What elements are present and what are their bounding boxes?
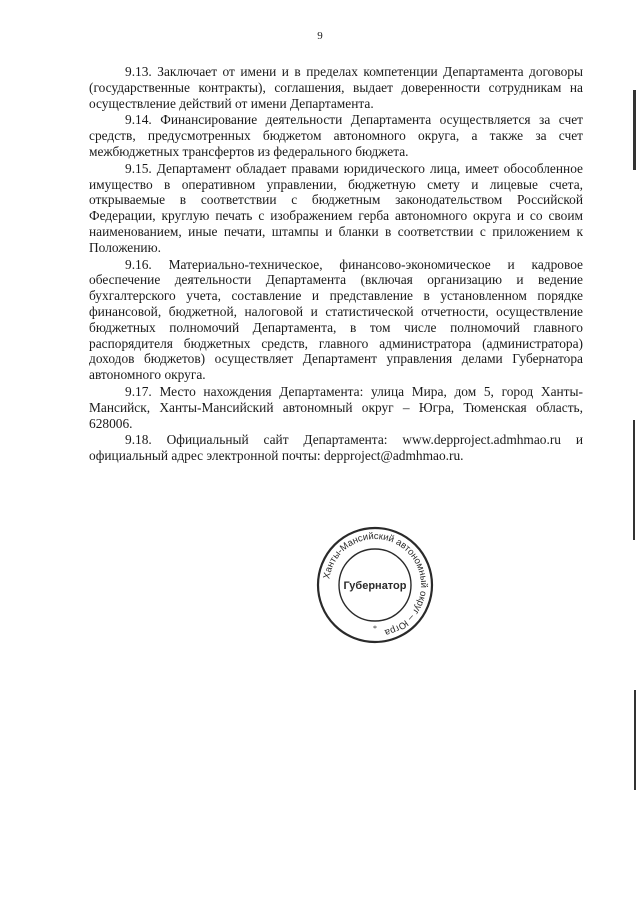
governor-seal-stamp — [313, 523, 437, 647]
paragraph-9-13: 9.13. Заключает от имени и в пределах компетенции Департамента договоры (государственные контракты), соглашения, выдает доверенности сотрудникам на осуществление действий от имени Департамента. — [89, 64, 583, 111]
paragraph-9-17: 9.17. Место нахождения Департамента: улица Мира, дом 5, город Ханты-Мансийск, Ханты-Мансийский автономный округ – Югра, Тюменская область, 628006. — [89, 383, 583, 431]
paragraph-9-14: 9.14. Финансирование деятельности Департамента осуществляется за счет средств, предусмотренных бюджетом автономного округа, а также за счет межбюджетных трансфертов из федерального бюджета. — [89, 112, 583, 159]
paragraph-9-16: 9.16. Материально-техническое, финансово-экономическое и кадровое обеспечение деятельности Департамента (включая организацию и ведение бухгалтерского учета, составление и представление в установленном порядке финансовой, бюджетной, налоговой и статистической отчетности, осуществление бюджетных полномочий Департамента, в том числе полномочий главного распорядителя бюджетных средств, главного администратора (администратора) доходов бюджетов) осуществляет Департамент управления делами Губернатора автономного округа. — [89, 256, 583, 383]
document-body — [89, 64, 583, 464]
scan-edge-mark — [633, 90, 636, 170]
seal-center-text: Губернатор — [343, 580, 407, 592]
scan-edge-mark — [633, 420, 635, 540]
seal-ring-text: Ханты-Мансийский автономный округ – Югра — [321, 530, 430, 638]
scan-edge-mark — [634, 690, 636, 790]
paragraph-9-18: 9.18. Официальный сайт Департамента: www.depproject.admhmao.ru и официальный адрес электронной почты: depproject@admhmao.ru. — [89, 432, 583, 464]
seal-star-icon: * — [373, 624, 377, 633]
paragraph-9-15: 9.15. Департамент обладает правами юридического лица, имеет обособленное имущество в оперативном управлении, бюджетную смету и лицевые счета, открываемые в соответствии с бюджетным законодательством Российской Федерации, круглую печать с изображением герба автономного округа и со своим наименованием, иные печати, штампы и бланки в соответствии с приложением к Положению. — [89, 160, 583, 255]
page-number: 9 — [317, 30, 323, 42]
